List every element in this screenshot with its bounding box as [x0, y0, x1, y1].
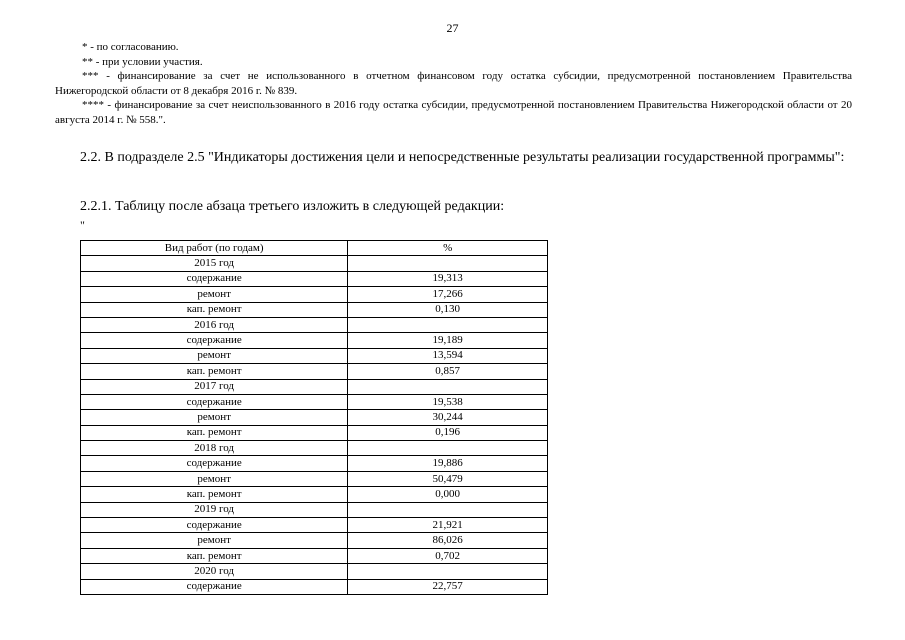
percent-cell	[348, 564, 548, 579]
percent-cell: 50,479	[348, 471, 548, 486]
percent-cell: 0,857	[348, 364, 548, 379]
table-row	[81, 471, 548, 486]
work-type-cell: 2020 год	[81, 564, 348, 579]
work-type-cell: 2019 год	[81, 502, 348, 517]
percent-cell	[348, 256, 548, 271]
footnote-3: *** - финансирование за счет не использованного в отчетном финансовом году остатка субсидии, предусмотренной постановлением Правительства Нижегородской области от 8 декабря 2016 г. № 839.	[55, 70, 852, 97]
table-row	[81, 379, 548, 394]
table-row	[81, 487, 548, 502]
percent-cell: 0,196	[348, 425, 548, 440]
percent-cell: 0,702	[348, 548, 548, 563]
table-row	[81, 256, 548, 271]
work-type-cell: 2016 год	[81, 317, 348, 332]
work-type-cell: 2018 год	[81, 441, 348, 456]
table-row	[81, 564, 548, 579]
work-type-cell: ремонт	[81, 471, 348, 486]
work-type-cell: ремонт	[81, 410, 348, 425]
table-row	[81, 271, 548, 286]
percent-cell	[348, 317, 548, 332]
percent-cell: 0,130	[348, 302, 548, 317]
table-row	[81, 502, 548, 517]
work-type-cell: кап. ремонт	[81, 364, 348, 379]
percent-cell	[348, 379, 548, 394]
percent-cell: 19,538	[348, 394, 548, 409]
footnote-4: **** - финансирование за счет неиспользованного в 2016 году остатка субсидии, предусмотренной постановлением Правительства Нижегородской области от 20 августа 2014 г. № 558.".	[55, 99, 852, 126]
percent-cell: 19,313	[348, 271, 548, 286]
paragraph-2-2: 2.2. В подразделе 2.5 "Индикаторы достижения цели и непосредственные результаты реализации государственной программы":	[80, 150, 845, 165]
footnote-2: ** - при условии участия.	[82, 55, 203, 68]
table-row	[81, 548, 548, 563]
table-row	[81, 287, 548, 302]
work-type-cell: ремонт	[81, 287, 348, 302]
table-row	[81, 302, 548, 317]
table-row	[81, 518, 548, 533]
table-row	[81, 333, 548, 348]
table-row	[81, 348, 548, 363]
percent-cell: 19,189	[348, 333, 548, 348]
work-type-cell: кап. ремонт	[81, 302, 348, 317]
percent-cell: 17,266	[348, 287, 548, 302]
table-header-row	[81, 241, 548, 256]
table-row	[81, 533, 548, 548]
column-header-work-type: Вид работ (по годам)	[81, 241, 348, 256]
opening-quote-mark: "	[80, 218, 85, 232]
footnotes	[55, 40, 852, 127]
percent-cell: 30,244	[348, 410, 548, 425]
table-row	[81, 410, 548, 425]
table-row	[81, 579, 548, 594]
work-type-cell: содержание	[81, 333, 348, 348]
work-type-cell: содержание	[81, 456, 348, 471]
column-header-percent: %	[348, 241, 548, 256]
indicators-table	[80, 240, 548, 595]
percent-cell: 0,000	[348, 487, 548, 502]
work-type-cell: содержание	[81, 518, 348, 533]
table-row	[81, 364, 548, 379]
table-row	[81, 394, 548, 409]
work-type-cell: содержание	[81, 271, 348, 286]
table-row	[81, 317, 548, 332]
work-type-cell: кап. ремонт	[81, 548, 348, 563]
table-row	[81, 425, 548, 440]
paragraph-2-2-1: 2.2.1. Таблицу после абзаца третьего изложить в следующей редакции:	[80, 199, 505, 214]
work-type-cell: содержание	[81, 394, 348, 409]
work-type-cell: ремонт	[81, 533, 348, 548]
footnote-1: * - по согласованию.	[82, 41, 179, 53]
work-type-cell: содержание	[81, 579, 348, 594]
work-type-cell: 2017 год	[81, 379, 348, 394]
percent-cell	[348, 502, 548, 517]
work-type-cell: 2015 год	[81, 256, 348, 271]
work-type-cell: кап. ремонт	[81, 425, 348, 440]
percent-cell: 13,594	[348, 348, 548, 363]
percent-cell: 19,886	[348, 456, 548, 471]
table-row	[81, 441, 548, 456]
percent-cell	[348, 441, 548, 456]
work-type-cell: кап. ремонт	[81, 487, 348, 502]
percent-cell: 22,757	[348, 579, 548, 594]
page-number: 27	[446, 21, 459, 35]
table-row	[81, 456, 548, 471]
work-type-cell: ремонт	[81, 348, 348, 363]
table-body	[81, 256, 548, 595]
percent-cell: 21,921	[348, 518, 548, 533]
percent-cell: 86,026	[348, 533, 548, 548]
